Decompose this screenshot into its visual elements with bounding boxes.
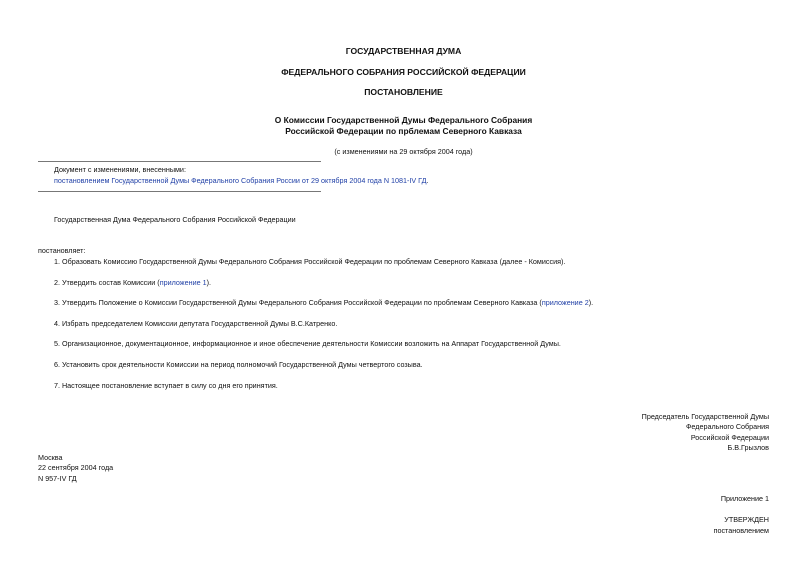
item-2 <box>54 278 211 287</box>
header-resolution: ПОСТАНОВЛЕНИЕ <box>364 87 443 97</box>
decides-text: постановляет: <box>38 246 86 255</box>
item-2-text: 2. Утвердить состав Комиссии ( <box>54 278 160 287</box>
item-3-text: 3. Утвердить Положение о Комиссии Государственной Думы Федерального Собрания Российской Федерации по проблемам Северного Кавказа ( <box>54 298 542 307</box>
intro-text: Государственная Дума Федерального Собрания Российской Федерации <box>54 215 296 224</box>
changes-label: Документ с изменениями, внесенными: <box>54 165 186 174</box>
amendment-link-suffix: . <box>426 176 429 185</box>
changes-note: (с изменениями на 29 октября 2004 года) <box>334 147 473 156</box>
document-title-line2: Российской Федерации по прблемам Северного Кавказа <box>285 126 522 136</box>
signature-assembly: Федерального Собрания <box>685 422 769 431</box>
item-6: 6. Установить срок деятельности Комиссии на период полномочий Государственной Думы четвертого созыва. <box>54 360 423 369</box>
item-3 <box>54 298 593 307</box>
appendix-1-link[interactable]: приложение 1 <box>159 278 207 287</box>
appendix-2-link[interactable]: приложение 2 <box>541 298 589 307</box>
item-1: 1. Образовать Комиссию Государственной Думы Федерального Собрания Российской Федерации по проблемам Северного Кавказа (далее - Комиссия). <box>54 257 566 266</box>
item-7: 7. Настоящее постановление вступает в силу со дня его принятия. <box>54 381 278 390</box>
item-3-suffix: ). <box>588 298 594 307</box>
signature-name: Б.В.Грызлов <box>727 443 769 452</box>
place-date: 22 сентября 2004 года <box>38 463 114 472</box>
signature-position: Председатель Государственной Думы <box>641 412 769 421</box>
divider-bottom <box>38 191 321 192</box>
header-federal-assembly: ФЕДЕРАЛЬНОГО СОБРАНИЯ РОССИЙСКОЙ ФЕДЕРАЦИИ <box>281 67 526 77</box>
appendix-approved: УТВЕРЖДЕН <box>724 515 769 524</box>
amendment-link[interactable]: постановлением Государственной Думы Федерального Собрания России от 29 октября 2004 года N 1081-IV ГД <box>54 176 427 185</box>
item-5: 5. Организационное, документационное, информационное и иное обеспечение деятельности Комиссии возложить на Аппарат Государственной Думы. <box>54 339 561 348</box>
appendix-title: Приложение 1 <box>720 494 769 503</box>
changes-reference <box>54 176 428 185</box>
document-number: N 957-IV ГД <box>38 474 77 483</box>
appendix-approved-by: постановлением <box>713 526 769 535</box>
document-title-line1: О Комиссии Государственной Думы Федерального Собрания <box>274 115 533 125</box>
divider-top <box>38 161 321 162</box>
header-duma: ГОСУДАРСТВЕННАЯ ДУМА <box>345 46 462 56</box>
signature-country: Российской Федерации <box>690 433 769 442</box>
item-4: 4. Избрать председателем Комиссии депутата Государственной Думы В.С.Катренко. <box>54 319 338 328</box>
place-city: Москва <box>38 453 63 462</box>
item-2-suffix: ). <box>206 278 211 287</box>
